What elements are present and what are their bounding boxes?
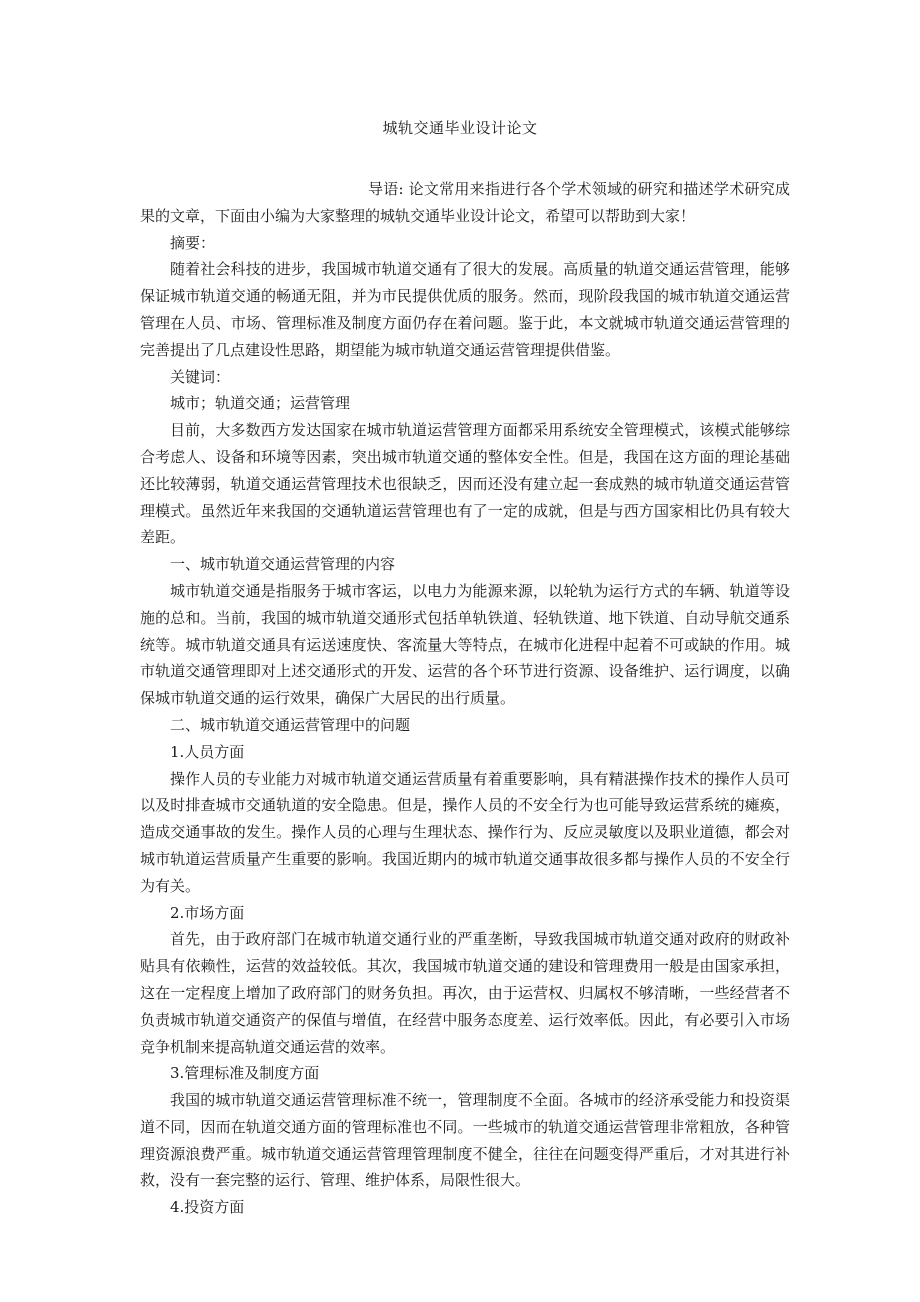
abstract-heading: 摘要： bbox=[170, 233, 216, 252]
keywords-list: 城市；轨道交通；运营管理 bbox=[170, 394, 351, 413]
body-paragraph: 我国的城市轨道交通运营管理标准不统一，管理制度不全面。各城市的经济承受能力和投资渠道不同，因而在轨道交通方面的管理标准也不同。一些城市的轨道交通运营管理非常粗放，各种管理资源浪费严重。城市轨道交通运营管理管理制度不健全，往往在问题变得严重后，才对其进行补救，没有一套完整的运行、管理、维护体系，局限性很大。 bbox=[140, 1091, 790, 1190]
section-heading-2: 二、城市轨道交通运营管理中的问题 bbox=[170, 715, 411, 734]
document-title: 城轨交通毕业设计论文 bbox=[382, 119, 538, 137]
subsection-heading-investment: 4.投资方面 bbox=[170, 1198, 245, 1217]
body-paragraph: 城市轨道交通是指服务于城市客运，以电力为能源来源，以轮轨为运行方式的车辆、轨道等设施的总和。当前，我国的城市轨道交通形式包括单轨铁道、轻轨铁道、地下铁道、自动导航交通系统等。城市轨道交通具有运送速度快、客流量大等特点，在城市化进程中起着不可或缺的作用。城市轨道交通管理即对上述交通形式的开发、运营的各个环节进行资源、设备维护、运行调度，以确保城市轨道交通的运行效果，确保广大居民的出行质量。 bbox=[140, 581, 790, 708]
body-paragraph: 首先，由于政府部门在城市轨道交通行业的严重垄断，导致我国城市轨道交通对政府的财政补贴具有依赖性，运营的效益较低。其次，我国城市轨道交通的建设和管理费用一般是由国家承担，这在一定程度上增加了政府部门的财务负担。再次，由于运营权、归属权不够清晰，一些经营者不负责城市轨道交通资产的保值与增值，在经营中服务态度差、运行效率低。因此，有必要引入市场竞争机制来提高轨道交通运营的效率。 bbox=[140, 930, 790, 1056]
document-body bbox=[140, 176, 790, 1221]
body-paragraph: 操作人员的专业能力对城市轨道交通运营质量有着重要影响，具有精湛操作技术的操作人员可以及时排查城市交通轨道的安全隐患。但是，操作人员的不安全行为也可能导致运营系统的瘫痪，造成交通事故的发生。操作人员的心理与生理状态、操作行为、反应灵敏度以及职业道德，都会对城市轨道运营质量产生重要的影响。我国近期内的城市轨道交通事故很多都与操作人员的不安全行为有关。 bbox=[140, 769, 790, 895]
body-paragraph: 目前，大多数西方发达国家在城市轨道运营管理方面都采用系统安全管理模式，该模式能够综合考虑人、设备和环境等因素，突出城市轨道交通的整体安全性。但是，我国在这方面的理论基础还比较薄弱，轨道交通运营管理技术也很缺乏，因而还没有建立起一套成熟的城市轨道交通运营管理模式。虽然近年来我国的交通轨道运营管理也有了一定的成就，但是与西方国家相比仍具有较大差距。 bbox=[140, 421, 790, 547]
section-heading-1: 一、城市轨道交通运营管理的内容 bbox=[170, 555, 396, 574]
subsection-heading-standards: 3.管理标准及制度方面 bbox=[170, 1064, 320, 1083]
subsection-heading-personnel: 1.人员方面 bbox=[170, 742, 245, 761]
abstract-paragraph: 随着社会科技的进步，我国城市轨道交通有了很大的发展。高质量的轨道交通运营管理，能够保证城市轨道交通的畅通无阻，并为市民提供优质的服务。然而，现阶段我国的城市轨道交通运营管理在人员、市场、管理标准及制度方面仍存在着问题。鉴于此，本文就城市轨道交通运营管理的完善提出了几点建设性思路，期望能为城市轨道交通运营管理提供借鉴。 bbox=[140, 260, 790, 359]
subsection-heading-market: 2.市场方面 bbox=[170, 903, 245, 922]
keywords-heading: 关键词： bbox=[170, 367, 231, 386]
intro-paragraph: 导语: 论文常用来指进行各个学术领域的研究和描述学术研究成果的文章，下面由小编为大家整理的城轨交通毕业设计论文，希望可以帮助到大家！ bbox=[140, 180, 790, 225]
